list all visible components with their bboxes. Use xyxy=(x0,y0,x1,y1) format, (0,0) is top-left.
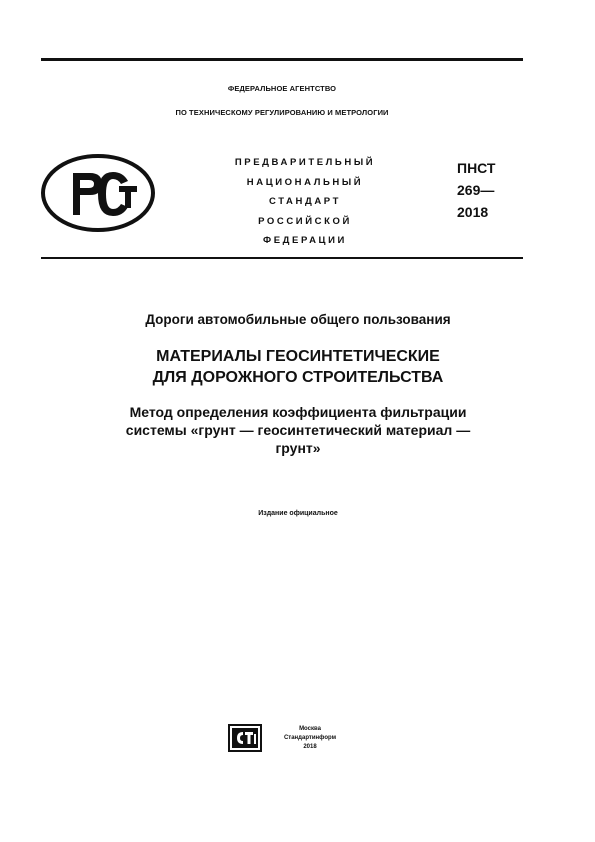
rst-gost-mark-icon xyxy=(40,153,156,233)
publisher-name: Стандартинформ xyxy=(283,735,337,741)
standard-type-line: СТАНДАРТ xyxy=(269,196,341,207)
standard-type-line: ФЕДЕРАЦИИ xyxy=(263,235,347,246)
standard-code-prefix: ПНСТ xyxy=(457,160,496,176)
standard-code-number: 269— xyxy=(457,182,495,198)
publisher-year: 2018 xyxy=(303,744,317,750)
publisher-info xyxy=(268,725,352,752)
method-title-line: грунт» xyxy=(275,440,321,456)
method-title-line: Метод определения коэффициента фильтрации xyxy=(129,404,467,420)
document-title-line: ДЛЯ ДОРОЖНОГО СТРОИТЕЛЬСТВА xyxy=(152,369,444,386)
publisher-city: Москва xyxy=(299,726,321,732)
agency-name-line1: ФЕДЕРАЛЬНОЕ АГЕНТСТВО xyxy=(227,84,337,93)
method-title-line: системы «грунт — геосинтетический материал — xyxy=(125,422,471,438)
agency-name-line2: ПО ТЕХНИЧЕСКОМУ РЕГУЛИРОВАНИЮ И МЕТРОЛОГИИ xyxy=(175,108,389,117)
standard-type-line: НАЦИОНАЛЬНЫЙ xyxy=(246,176,364,188)
document-title xyxy=(41,346,555,388)
standard-type-block xyxy=(190,153,420,251)
document-method-title xyxy=(41,403,555,457)
standartinform-logo-icon xyxy=(228,724,262,752)
standard-code xyxy=(457,157,496,223)
standard-code-year: 2018 xyxy=(457,204,489,220)
standard-type-line: ПРЕДВАРИТЕЛЬНЫЙ xyxy=(234,157,376,168)
bottom-divider xyxy=(41,257,523,259)
standard-type-line: РОССИЙСКОЙ xyxy=(258,215,352,227)
document-subtitle: Дороги автомобильные общего пользования xyxy=(145,312,451,327)
edition-note: Издание официальное xyxy=(258,510,338,517)
top-divider xyxy=(41,58,523,61)
document-title-line: МАТЕРИАЛЫ ГЕОСИНТЕТИЧЕСКИЕ xyxy=(156,348,440,365)
